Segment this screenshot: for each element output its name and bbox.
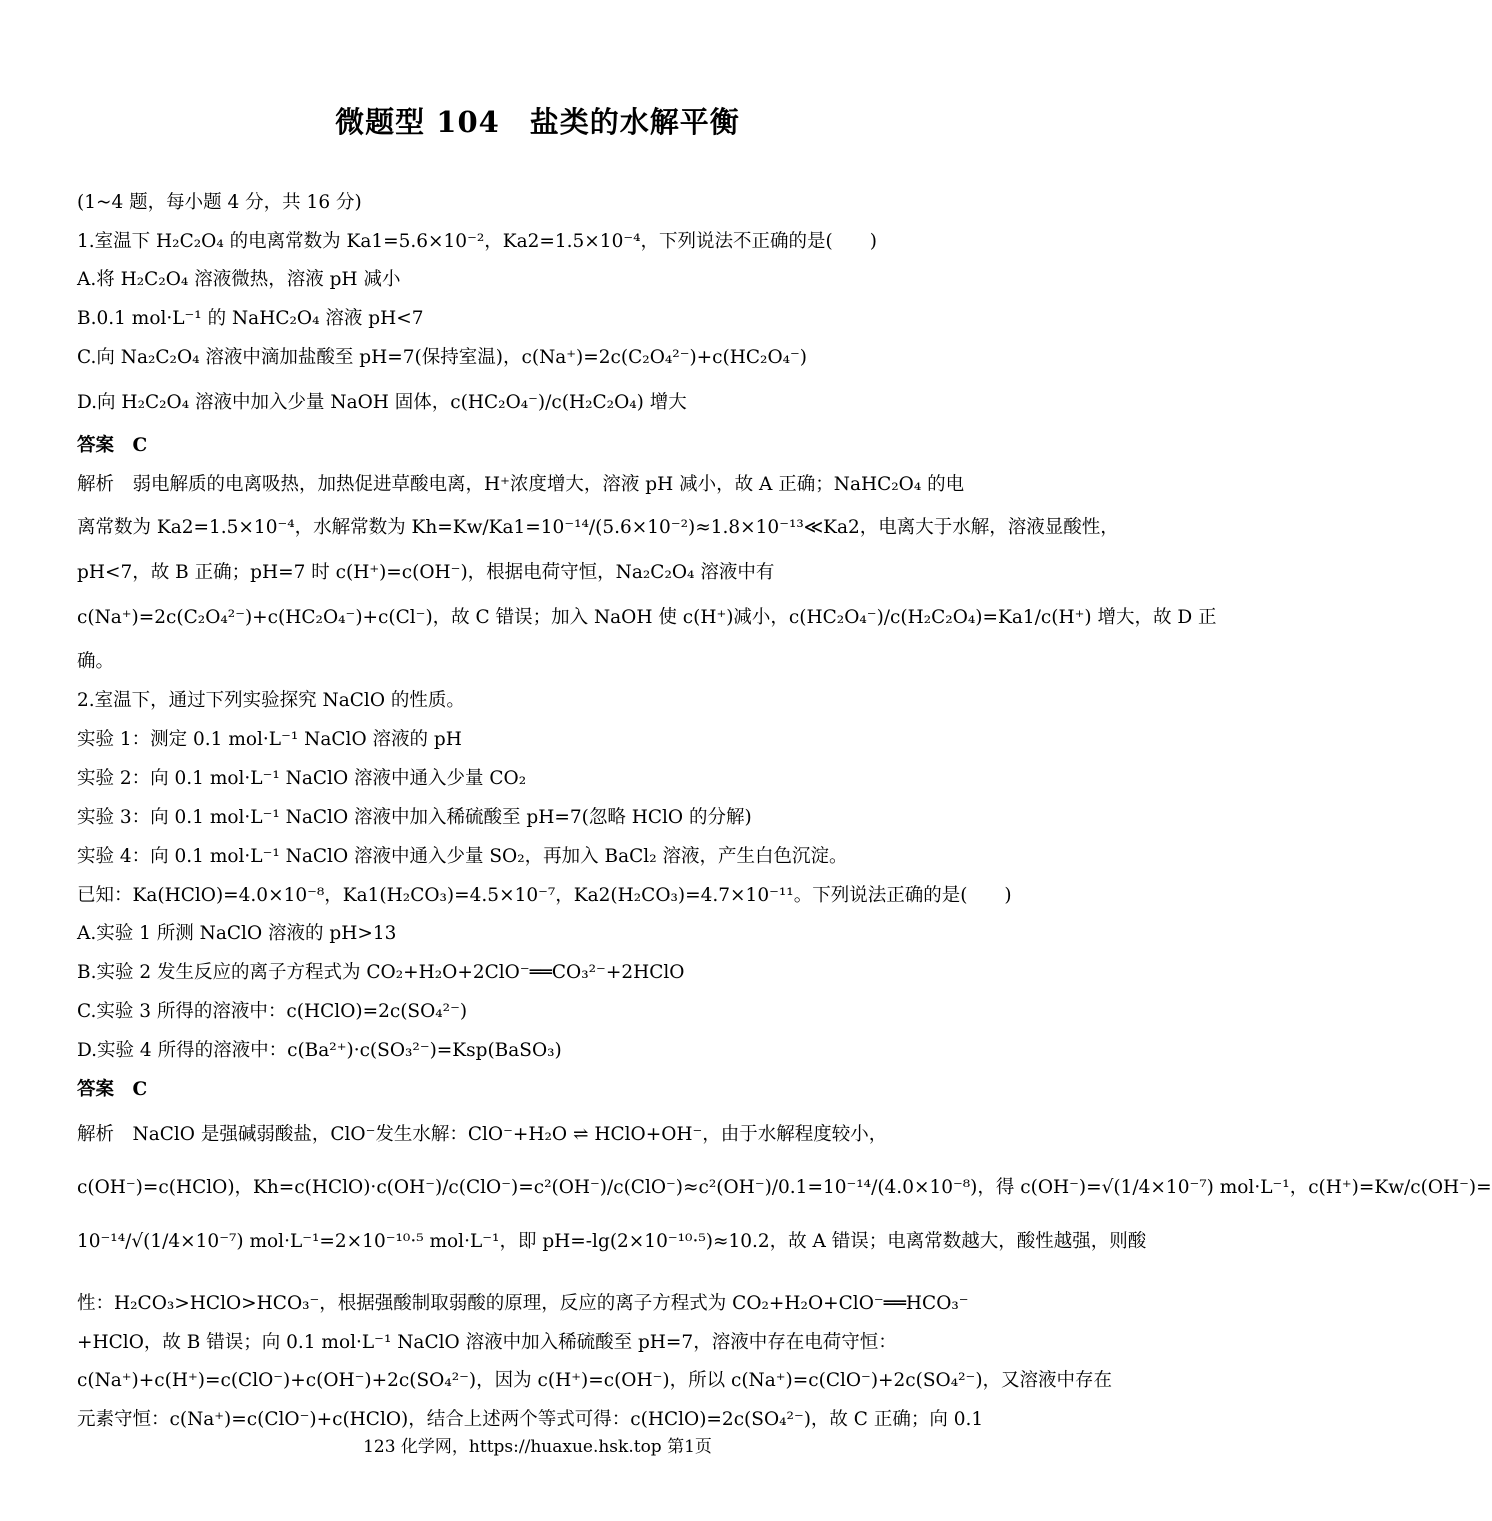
- question-2-analysis-line: 元素守恒：c(Na⁺)=c(ClO⁻)+c(HClO)，结合上述两个等式可得：c(HClO)=2c(SO₄²⁻)，故 C 正确；向 0.1: [77, 1409, 984, 1430]
- question-2-option-d: D.实验 4 所得的溶液中：c(Ba²⁺)·c(SO₃²⁻)=Ksp(BaSO₃): [77, 1040, 562, 1061]
- question-2-analysis-line: +HClO，故 B 错误；向 0.1 mol·L⁻¹ NaClO 溶液中加入稀硫酸至 pH=7，溶液中存在电荷守恒：: [77, 1332, 897, 1353]
- question-1-answer: 答案 C: [77, 435, 148, 456]
- question-2-stem: 2.室温下，通过下列实验探究 NaClO 的性质。: [77, 690, 465, 711]
- question-1-analysis-line: 解析 弱电解质的电离吸热，加热促进草酸电离，H⁺浓度增大，溶液 pH 减小，故 A 正确；NaHC₂O₄ 的电: [77, 474, 965, 495]
- page-title: 微题型 104 盐类的水解平衡: [335, 105, 740, 139]
- question-1-analysis-line: pH<7，故 B 正确；pH=7 时 c(H⁺)=c(OH⁻)，根据电荷守恒，Na₂C₂O₄ 溶液中有: [77, 562, 775, 583]
- question-2-option-b: B.实验 2 发生反应的离子方程式为 CO₂+H₂O+2ClO⁻══CO₃²⁻+2HClO: [77, 962, 685, 983]
- question-2-option-c: C.实验 3 所得的溶液中：c(HClO)=2c(SO₄²⁻): [77, 1001, 468, 1022]
- question-1-analysis-line: 离常数为 Ka2=1.5×10⁻⁴，水解常数为 Kh=Kw/Ka1=10⁻¹⁴/(5.6×10⁻²)≈1.8×10⁻¹³≪Ka2，电离大于水解，溶液显酸性，: [77, 517, 1119, 538]
- question-1-option-b: B.0.1 mol·L⁻¹ 的 NaHC₂O₄ 溶液 pH<7: [77, 308, 424, 329]
- page-footer: 123 化学网，https://huaxue.hsk.top 第1页: [363, 1437, 712, 1457]
- question-1-stem: 1.室温下 H₂C₂O₄ 的电离常数为 Ka1=5.6×10⁻²，Ka2=1.5×10⁻⁴，下列说法不正确的是( ): [77, 231, 877, 252]
- known-constants: 已知：Ka(HClO)=4.0×10⁻⁸，Ka1(H₂CO₃)=4.5×10⁻⁷，Ka2(H₂CO₃)=4.7×10⁻¹¹。下列说法正确的是( ): [77, 885, 1012, 906]
- question-2-answer: 答案 C: [77, 1079, 148, 1100]
- question-2-analysis-line: 解析 NaClO 是强碱弱酸盐，ClO⁻发生水解：ClO⁻+H₂O ⇌ HClO+OH⁻，由于水解程度较小，: [77, 1124, 888, 1145]
- question-1-option-c: C.向 Na₂C₂O₄ 溶液中滴加盐酸至 pH=7(保持室温)，c(Na⁺)=2c(C₂O₄²⁻)+c(HC₂O₄⁻): [77, 347, 808, 368]
- question-2-analysis-line: c(Na⁺)+c(H⁺)=c(ClO⁻)+c(OH⁻)+2c(SO₄²⁻)，因为 c(H⁺)=c(OH⁻)，所以 c(Na⁺)=c(ClO⁻)+2c(SO₄²⁻)，又溶液中存在: [77, 1370, 1113, 1391]
- question-1-option-a: A.将 H₂C₂O₄ 溶液微热，溶液 pH 减小: [77, 269, 401, 290]
- question-2-analysis-line: 性：H₂CO₃>HClO>HCO₃⁻，根据强酸制取弱酸的原理，反应的离子方程式为 CO₂+H₂O+ClO⁻══HCO₃⁻: [77, 1293, 969, 1314]
- question-1-analysis-line: 确。: [77, 651, 115, 672]
- score-note: (1~4 题，每小题 4 分，共 16 分): [77, 192, 362, 213]
- experiment-3: 实验 3：向 0.1 mol·L⁻¹ NaClO 溶液中加入稀硫酸至 pH=7(忽略 HClO 的分解): [77, 807, 752, 828]
- question-2-analysis-line: 10⁻¹⁴/√(1/4×10⁻⁷) mol·L⁻¹=2×10⁻¹⁰·⁵ mol·L⁻¹，即 pH=-lg(2×10⁻¹⁰·⁵)≈10.2，故 A 错误；电离常数越大，酸性越强，则酸: [77, 1231, 1147, 1252]
- experiment-1: 实验 1：测定 0.1 mol·L⁻¹ NaClO 溶液的 pH: [77, 729, 462, 750]
- experiment-4: 实验 4：向 0.1 mol·L⁻¹ NaClO 溶液中通入少量 SO₂，再加入 BaCl₂ 溶液，产生白色沉淀。: [77, 846, 848, 867]
- question-2-analysis-line: c(OH⁻)=c(HClO)，Kh=c(HClO)·c(OH⁻)/c(ClO⁻)=c²(OH⁻)/c(ClO⁻)≈c²(OH⁻)/0.1=10⁻¹⁴/(4.0×10⁻⁸)，得 c(OH⁻)=√(1/4×10⁻⁷) mol·L⁻¹，c(H⁺)=Kw/c(OH⁻)=: [77, 1177, 1492, 1198]
- question-2-option-a: A.实验 1 所测 NaClO 溶液的 pH>13: [77, 923, 397, 944]
- experiment-2: 实验 2：向 0.1 mol·L⁻¹ NaClO 溶液中通入少量 CO₂: [77, 768, 527, 789]
- question-1-analysis-line: c(Na⁺)=2c(C₂O₄²⁻)+c(HC₂O₄⁻)+c(Cl⁻)，故 C 错误；加入 NaOH 使 c(H⁺)减小，c(HC₂O₄⁻)/c(H₂C₂O₄)=Ka1/c(H⁺) 增大，故 D 正: [77, 607, 1217, 628]
- question-1-option-d: D.向 H₂C₂O₄ 溶液中加入少量 NaOH 固体，c(HC₂O₄⁻)/c(H₂C₂O₄) 增大: [77, 392, 687, 413]
